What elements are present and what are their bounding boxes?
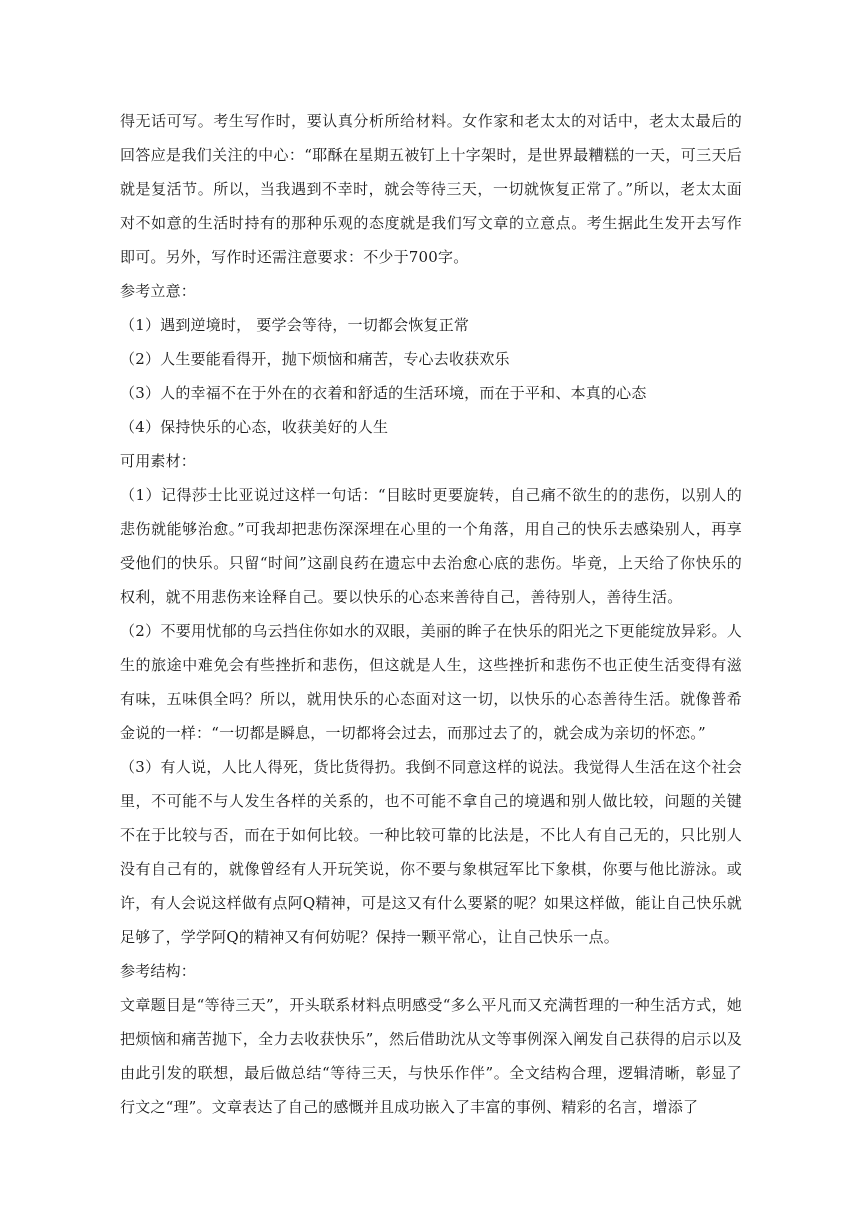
section-heading-materials: 可用素材： xyxy=(120,452,197,470)
idea-item-2: （2）人生要能看得开，抛下烦恼和痛苦，专心去收获欢乐 xyxy=(120,350,510,368)
section-heading-ideas: 参考立意： xyxy=(120,282,197,300)
intro-paragraph: 得无话可写。考生写作时，要认真分析所给材料。女作家和老太太的对话中，老太太最后的回答应是我们关注的中心：“耶酥在星期五被钉上十字架时，是世界最糟糕的一天，可三天后就是复活节。所以，当我遇到不幸时，就会等待三天，一切就恢复正常了。”所以，老太太面对不如意的生活时持有的那种乐观的态度就是我们写文章的立意点。考生据此生发开去写作即可。另外，写作时还需注意要求：不少于700字。 xyxy=(120,112,742,266)
material-item-2: （2）不要用忧郁的乌云挡住你如水的双眼，美丽的眸子在快乐的阳光之下更能绽放异彩。人生的旅途中难免会有些挫折和悲伤，但这就是人生，这些挫折和悲伤不也正使生活变得有滋有味，五味俱全吗？所以，就用快乐的心态面对这一切，以快乐的心态善待生活。就像普希金说的一样：“一切都是瞬息，一切都将会过去，而那过去了的，就会成为亲切的怀恋。” xyxy=(120,622,742,742)
material-item-1: （1）记得莎士比亚说过这样一句话：“目眩时更要旋转，自己痛不欲生的的悲伤，以别人的悲伤就能够治愈。”可我却把悲伤深深埋在心里的一个角落，用自己的快乐去感染别人，再享受他们的快乐。只留“时间”这副良药在遗忘中去治愈心底的悲伤。毕竟，上天给了你快乐的权利，就不用悲伤来诠释自己。要以快乐的心态来善待自己，善待别人，善待生活。 xyxy=(120,486,742,606)
material-item-3: （3）有人说，人比人得死，货比货得扔。我倒不同意这样的说法。我觉得人生活在这个社会里，不可能不与人发生各样的关系的，也不可能不拿自己的境遇和别人做比较，问题的关键不在于比较与否，而在于如何比较。一种比较可靠的比法是，不比人有自己无的，只比别人没有自己有的，就像曾经有人开玩笑说，你不要与象棋冠军比下象棋，你要与他比游泳。或许，有人会说这样做有点阿Q精神，可是这又有什么要紧的呢？如果这样做，能让自己快乐就足够了，学学阿Q的精神又有何妨呢？保持一颗平常心，让自己快乐一点。 xyxy=(120,758,742,946)
document-body xyxy=(120,104,742,1124)
idea-item-1: （1）遇到逆境时， 要学会等待，一切都会恢复正常 xyxy=(120,316,470,334)
section-heading-structure: 参考结构： xyxy=(120,962,197,980)
idea-item-3: （3）人的幸福不在于外在的衣着和舒适的生活环境，而在于平和、本真的心态 xyxy=(120,384,647,402)
idea-item-4: （4）保持快乐的心态，收获美好的人生 xyxy=(120,418,389,436)
structure-paragraph: 文章题目是“等待三天”，开头联系材料点明感受“多么平凡而又充满哲理的一种生活方式，她把烦恼和痛苦抛下，全力去收获快乐”，然后借助沈从文等事例深入阐发自己获得的启示以及由此引发的联想，最后做总结“等待三天，与快乐作伴”。全文结构合理，逻辑清晰，彰显了行文之“理”。文章表达了自己的感慨并且成功嵌入了丰富的事例、精彩的名言，增添了 xyxy=(120,996,742,1116)
